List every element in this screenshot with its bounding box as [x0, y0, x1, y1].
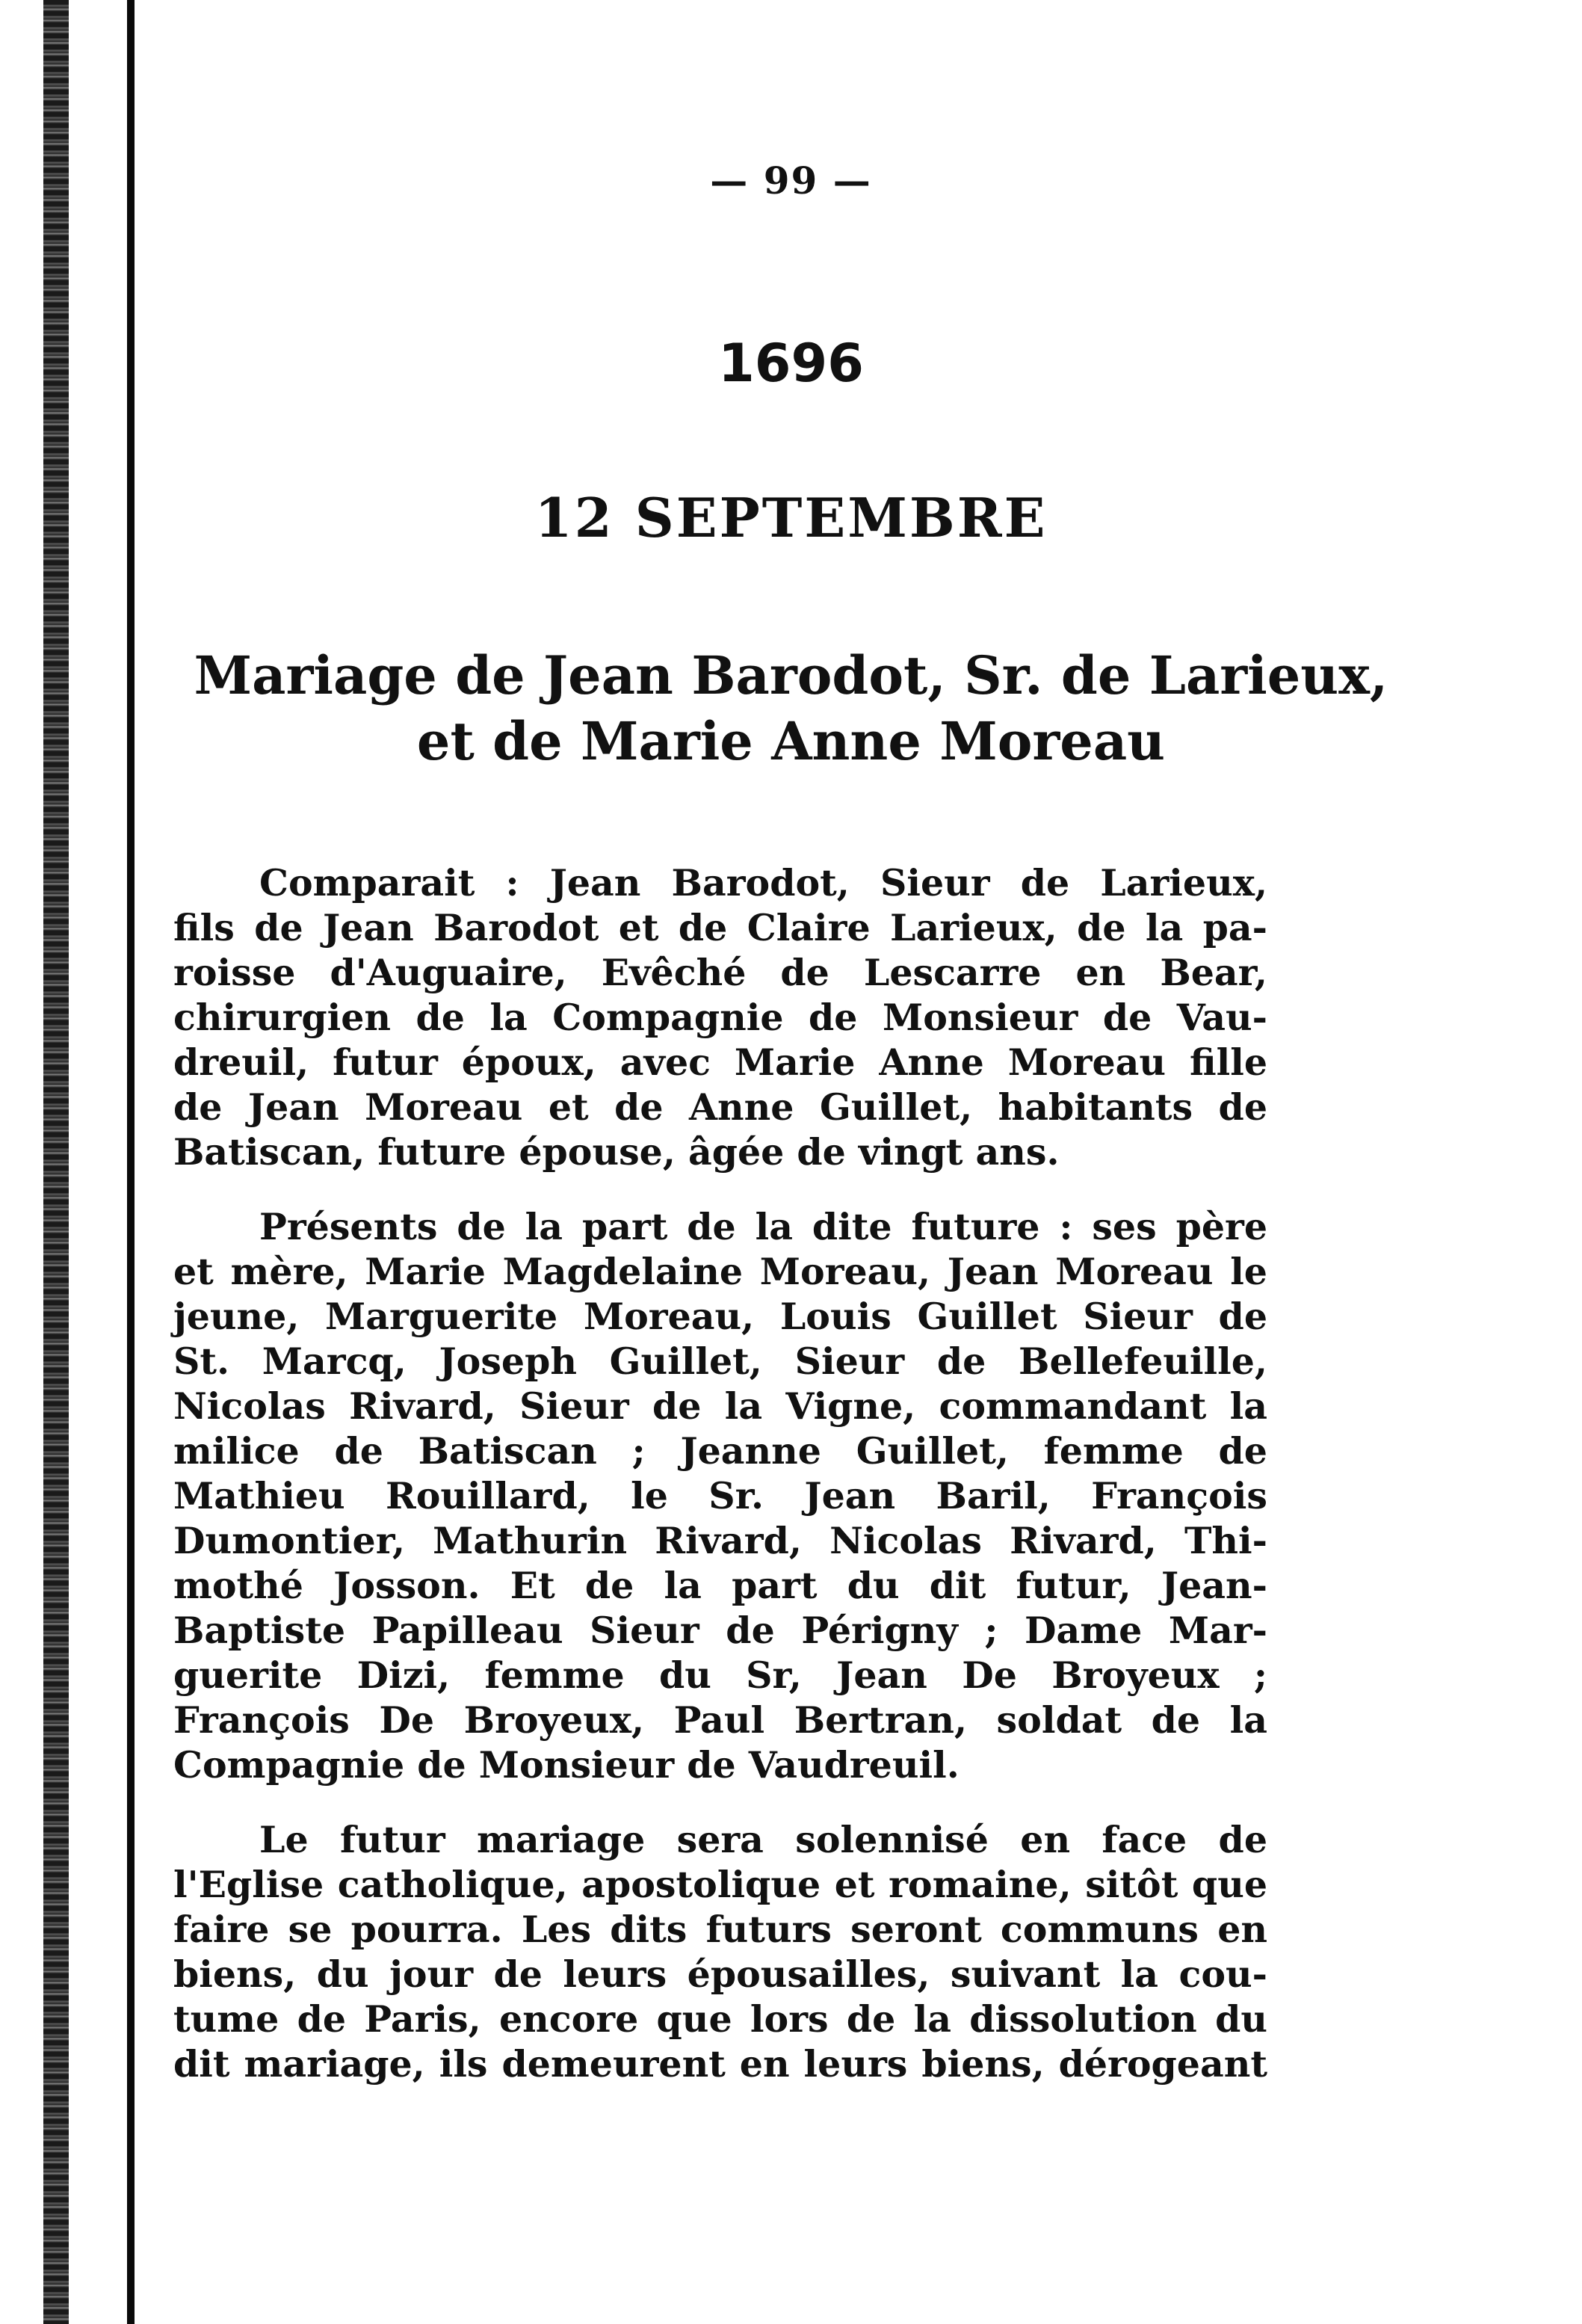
text-line: jeune, Marguerite Moreau, Louis Guillet Sieur de [173, 1295, 1267, 1338]
text-line: biens, du jour de leurs épousailles, suivant la cou- [173, 1952, 1267, 1996]
text-line: faire se pourra. Les dits futurs seront communs en [173, 1908, 1267, 1951]
text-line: dreuil, futur époux, avec Marie Anne Moreau fille [173, 1041, 1267, 1084]
year-heading: 1696 [718, 333, 864, 394]
text-line: Le futur mariage sera solennisé en face de [259, 1818, 1267, 1861]
text-line: François De Broyeux, Paul Bertran, soldat de la [173, 1698, 1267, 1742]
text-line: roisse d'Auguaire, Evêché de Lescarre en Bear, [173, 951, 1267, 994]
text-line: Batiscan, future épouse, âgée de vingt ans. [173, 1130, 1060, 1174]
text-line: l'Eglise catholique, apostolique et romaine, sitôt que [173, 1863, 1267, 1906]
text-line: Comparait : Jean Barodot, Sieur de Larieux, [259, 861, 1267, 904]
text-line: de Jean Moreau et de Anne Guillet, habitants de [173, 1085, 1267, 1129]
text-line: St. Marcq, Joseph Guillet, Sieur de Bellefeuille, [173, 1340, 1267, 1383]
text-line: Dumontier, Mathurin Rivard, Nicolas Rivard, Thi- [173, 1519, 1267, 1562]
text-line: guerite Dizi, femme du Sr, Jean De Broyeux ; [173, 1653, 1267, 1697]
text-line: Compagnie de Monsieur de Vaudreuil. [173, 1743, 960, 1787]
date-heading: 12 SEPTEMBRE [534, 486, 1048, 549]
text-line: fils de Jean Barodot et de Claire Larieux, de la pa- [173, 906, 1267, 949]
text-line: Baptiste Papilleau Sieur de Périgny ; Dame Mar- [173, 1609, 1267, 1652]
text-line: Présents de la part de la dite future : ses père [259, 1205, 1267, 1248]
text-line: milice de Batiscan ; Jeanne Guillet, femme de [173, 1429, 1267, 1473]
text-line: dit mariage, ils demeurent en leurs biens, dérogeant [173, 2042, 1267, 2086]
title-line-2: et de Marie Anne Moreau [416, 710, 1166, 772]
text-line: chirurgien de la Compagnie de Monsieur de Vau- [173, 996, 1267, 1039]
text-line: et mère, Marie Magdelaine Moreau, Jean Moreau le [173, 1250, 1267, 1293]
text-line: Nicolas Rivard, Sieur de la Vigne, commandant la [173, 1384, 1267, 1428]
text-line: tume de Paris, encore que lors de la dissolution du [173, 1997, 1267, 2041]
text-line: Mathieu Rouillard, le Sr. Jean Baril, François [173, 1474, 1267, 1517]
page-number: — 99 — [710, 158, 872, 203]
title-line-1: Mariage de Jean Barodot, Sr. de Larieux, [194, 644, 1388, 706]
text-line: mothé Josson. Et de la part du dit futur, Jean- [173, 1564, 1267, 1607]
